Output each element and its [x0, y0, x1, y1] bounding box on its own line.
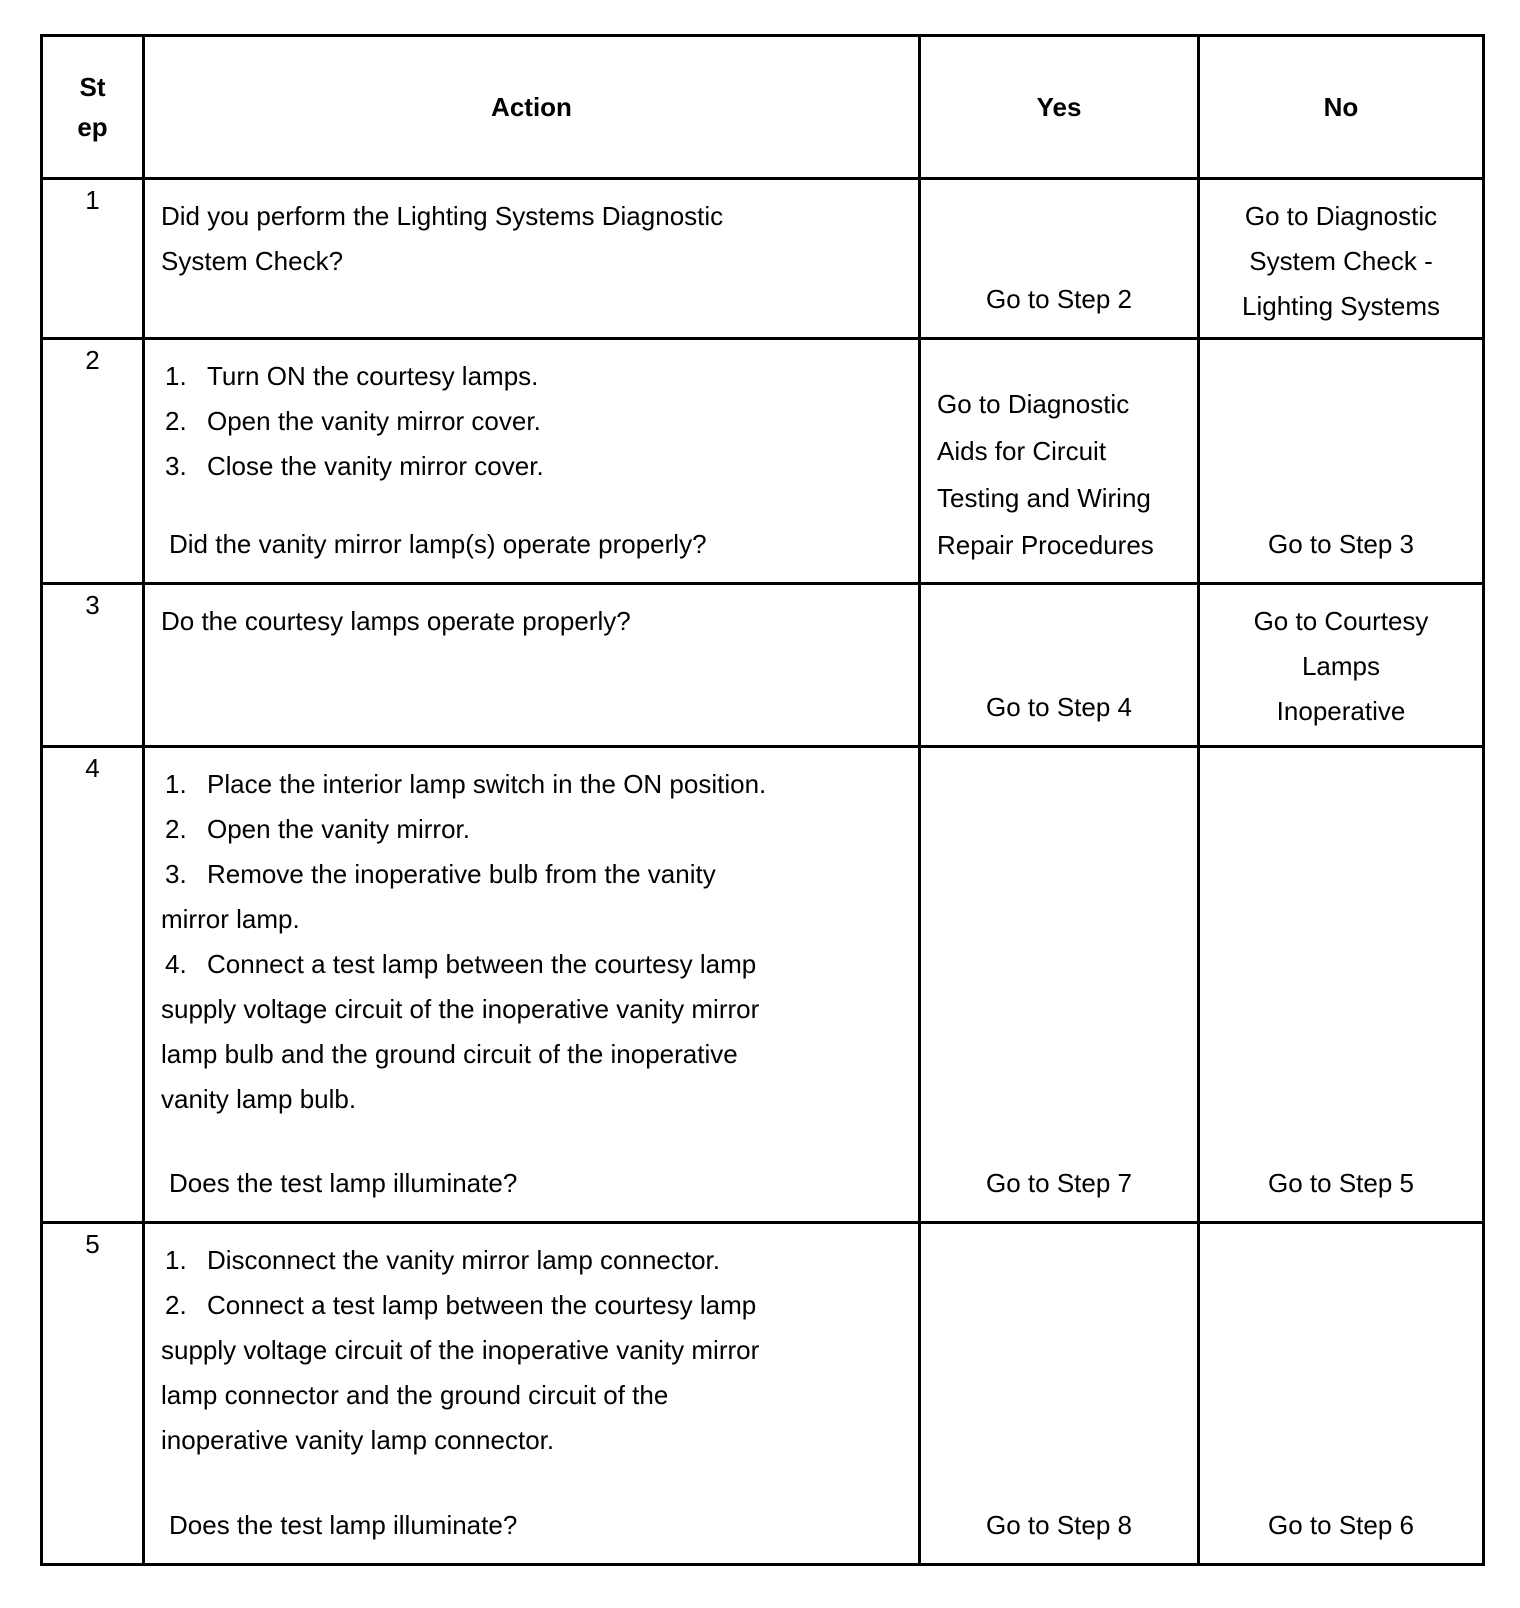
no-result-line: Go to Courtesy	[1253, 606, 1429, 636]
action-step-continuation: lamp bulb and the ground circuit of the inoperative	[161, 1039, 738, 1069]
no-cell	[1199, 584, 1484, 747]
table-row	[42, 179, 1484, 339]
no-result: Go to Step 5	[1268, 1168, 1414, 1198]
header-step: Step	[42, 36, 144, 179]
action-cell	[144, 1223, 920, 1565]
table-row	[42, 1223, 1484, 1565]
no-cell	[1199, 339, 1484, 584]
yes-cell	[920, 339, 1199, 584]
step-number: 2	[42, 339, 144, 584]
no-result-line: Go to Diagnostic	[1244, 201, 1438, 231]
no-cell	[1199, 747, 1484, 1223]
action-cell	[144, 584, 920, 747]
action-step-item: 2. Connect a test lamp between the courtesy lamp	[165, 1290, 757, 1320]
no-result-line: Lighting Systems	[1242, 291, 1440, 321]
action-cell	[144, 179, 920, 339]
action-step-continuation: inoperative vanity lamp connector.	[161, 1425, 555, 1455]
no-result: Go to Step 6	[1268, 1510, 1414, 1540]
action-text: Do the courtesy lamps operate properly?	[161, 606, 631, 636]
action-step-continuation: mirror lamp.	[161, 904, 300, 934]
table-row	[42, 584, 1484, 747]
header-action: Action	[144, 36, 920, 179]
no-result-line: System Check -	[1249, 246, 1433, 276]
yes-result-line: Go to Diagnostic	[937, 389, 1130, 419]
step-number: 5	[42, 1223, 144, 1565]
diagnostic-table	[40, 34, 1485, 1566]
no-result-line: Inoperative	[1276, 696, 1406, 726]
action-step-continuation: supply voltage circuit of the inoperative vanity mirror	[161, 1335, 760, 1365]
action-cell	[144, 339, 920, 584]
yes-result: Go to Step 4	[986, 692, 1132, 722]
action-text: System Check?	[161, 246, 344, 276]
step-number: 1	[42, 179, 144, 339]
header-no: No	[1199, 36, 1484, 179]
action-text: Did you perform the Lighting Systems Diagnostic	[161, 201, 724, 231]
no-result: Go to Step 3	[1268, 529, 1414, 559]
step-number: 3	[42, 584, 144, 747]
action-step-item: 4. Connect a test lamp between the courtesy lamp	[165, 949, 757, 979]
yes-result: Go to Step 7	[986, 1168, 1132, 1198]
action-step-continuation: supply voltage circuit of the inoperative vanity mirror	[161, 994, 760, 1024]
no-cell	[1199, 179, 1484, 339]
yes-cell	[920, 1223, 1199, 1565]
header-row	[42, 36, 1484, 179]
action-step-item: 3. Remove the inoperative bulb from the vanity	[165, 859, 716, 889]
action-step-continuation: vanity lamp bulb.	[161, 1084, 357, 1114]
no-result-line: Lamps	[1301, 651, 1381, 681]
yes-cell	[920, 179, 1199, 339]
step-number: 4	[42, 747, 144, 1223]
yes-result-line: Repair Procedures	[937, 530, 1154, 560]
yes-cell	[920, 747, 1199, 1223]
yes-result: Go to Step 8	[986, 1510, 1132, 1540]
action-step-item: 1. Turn ON the courtesy lamps.	[165, 361, 539, 391]
action-step-item: 1. Place the interior lamp switch in the ON position.	[165, 769, 767, 799]
header-yes: Yes	[920, 36, 1199, 179]
action-step-item: 3. Close the vanity mirror cover.	[165, 451, 544, 481]
yes-cell	[920, 584, 1199, 747]
action-step-item: 2. Open the vanity mirror.	[165, 814, 470, 844]
yes-result: Go to Step 2	[986, 284, 1132, 314]
table-row	[42, 339, 1484, 584]
yes-result-line: Aids for Circuit	[937, 436, 1107, 466]
action-question: Does the test lamp illuminate?	[169, 1510, 518, 1540]
action-question: Did the vanity mirror lamp(s) operate properly?	[169, 529, 707, 559]
yes-result-line: Testing and Wiring	[937, 483, 1151, 513]
table-row	[42, 747, 1484, 1223]
action-cell	[144, 747, 920, 1223]
no-cell	[1199, 1223, 1484, 1565]
action-step-continuation: lamp connector and the ground circuit of the	[161, 1380, 669, 1410]
action-step-item: 1. Disconnect the vanity mirror lamp connector.	[165, 1245, 720, 1275]
action-step-item: 2. Open the vanity mirror cover.	[165, 406, 541, 436]
action-question: Does the test lamp illuminate?	[169, 1168, 518, 1198]
